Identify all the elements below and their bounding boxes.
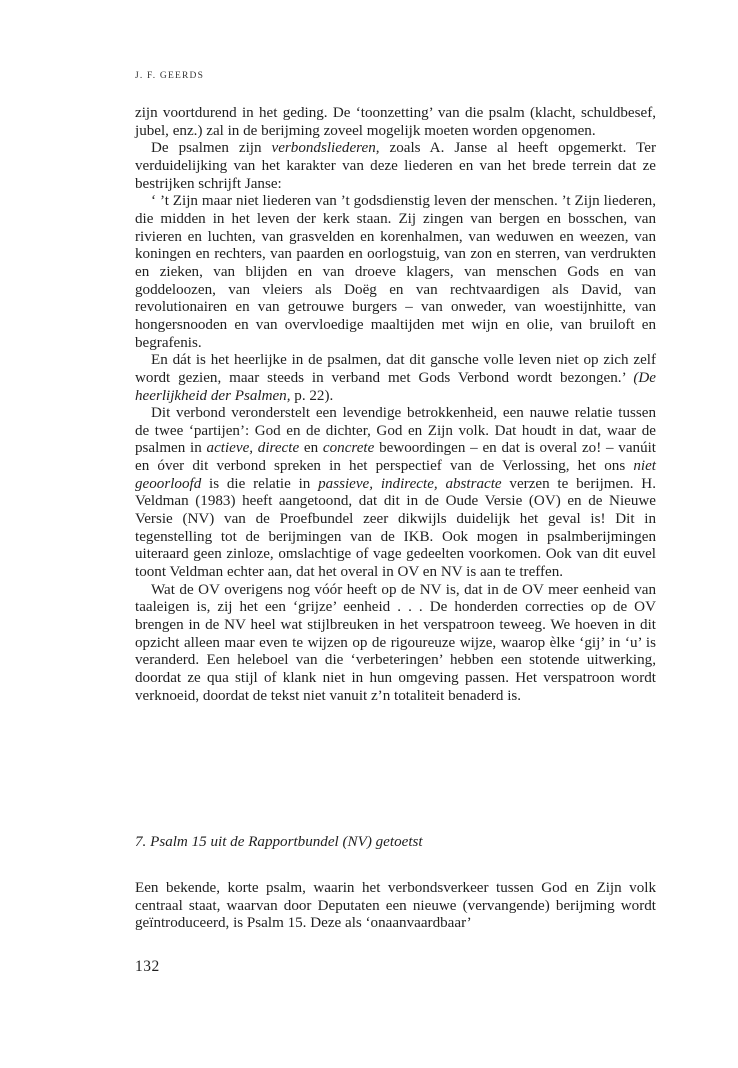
text-run: en (299, 440, 323, 457)
paragraph-p3 (135, 193, 656, 352)
paragraph-p1 (135, 105, 656, 140)
text-run: ‘ ’t Zijn maar niet liederen van ’t godsdienstig leven der menschen. ’t Zijn liederen, die midden in het leven der kerk staan. Zij zingen van bergen en bosschen, van rivieren en luchten, van grasvelden en korenhalmen, van weduwen en weezen, van koningen en rechters, van paarden en oorlogstuig, van zon en sterren, van verdrukten en zieken, van blijden en van droeve klagers, van menschen Gods en van goddeloozen, van vleiers als Doëg en van rechtvaardigen als David, van revolutionairen en van getrouwe burgers – van onweder, van woestijnhitte, van hongersnooden en van overvloedige maaltijden met wijn en olie, van bruiloft en begrafenis. (135, 193, 656, 351)
text-run: Dit verbond veronderstelt een levendige betrokkenheid, een nauwe relatie tussen de twee ‘partijen’: God en de dichter, God en Zijn volk. Dat houdt in dat, waar de psalmen in (135, 405, 656, 457)
italic-text: actieve, directe (206, 440, 300, 457)
page-number: 132 (135, 958, 160, 975)
paragraph-p2 (135, 140, 656, 193)
paragraph-p6 (135, 582, 656, 706)
text-run: is die relatie in (201, 475, 319, 492)
paragraph-p4 (135, 352, 656, 405)
italic-text: concrete (322, 440, 375, 457)
running-head: J. F. GEERDS (135, 71, 205, 81)
text-run: zoals A. Janse al heeft opgemerkt. Ter verduidelijking van het karakter van deze liederen en van het brede terrein dat ze bestrijken schrijft Janse: (135, 140, 656, 192)
text-run: p. 22). (290, 387, 334, 404)
italic-text: (De heerlijkheid der Psalmen, (135, 369, 656, 404)
italic-text: niet geoorloofd (135, 458, 656, 492)
text-run: De psalmen zijn (151, 140, 272, 157)
text-run: verzen te berijmen. H. Veldman (1983) heeft aangetoond, dat dit in de Oude Versie (OV) en de Nieuwe Versie (NV) van de Proefbundel zeer dikwijls duidelijk het geval is! Dit in tegenstelling tot de berijmingen van de IKB. Ook mogen in psalmberijmingen uiteraard geen zinloze, omslachtige of vage gedeelten voorkomen. Ook van dit euvel toont Veldman echter aan, dat het overal in OV en NV is aan te treffen. (135, 475, 656, 581)
text-run: zijn voortdurend in het geding. De ‘toonzetting’ van die psalm (klacht, schuldbesef, jubel, enz.) zal in de berijming zoveel mogelijk moeten worden opgenomen. (135, 105, 656, 139)
text-run: bewoordingen – en dat is overal zo! – vanúit en óver dit verbond spreken in het perspectief van de Verlossing, het ons (135, 440, 657, 475)
body-text (135, 105, 656, 705)
section-heading: 7. Psalm 15 uit de Rapportbundel (NV) getoetst (135, 834, 423, 850)
section-text (135, 880, 656, 933)
paragraph-p5 (135, 405, 656, 582)
text-run: Wat de OV overigens nog vóór heeft op de NV is, dat in de OV meer eenheid van taaleigen is, zij het een ‘grijze’ eenheid . . . De honderden correcties op de OV brengen in de NV heel wat stijlbreuken in het verspatroon teweeg. We hoeven in dit opzicht alleen maar even te wijzen op de rigoureuze wijze, waarop èlke ‘gij’ in ‘u’ is veranderd. Een heleboel van die ‘verbeteringen’ hebben een stotende uitwerking, doordat ze qua stijl of klank niet in hun omgeving passen. Het verspatroon wordt verknoeid, doordat de tekst niet vanuit z’n totaliteit benaderd is. (135, 581, 656, 704)
text-run: En dát is het heerlijke in de psalmen, dat dit gansche volle leven niet op zich zelf wordt gezien, maar steeds in verband met Gods Verbond wordt bezongen.’ (135, 352, 656, 386)
italic-text: passieve, indirecte, abstracte (318, 475, 502, 492)
italic-text: verbondsliederen, (271, 140, 380, 157)
section-paragraph: Een bekende, korte psalm, waarin het verbondsverkeer tussen God en Zijn volk centraal staat, waarvan door Deputaten een nieuwe (vervangende) berijming wordt geïntroduceerd, is Psalm 15. Deze als ‘onaanvaardbaar’ (135, 880, 656, 932)
